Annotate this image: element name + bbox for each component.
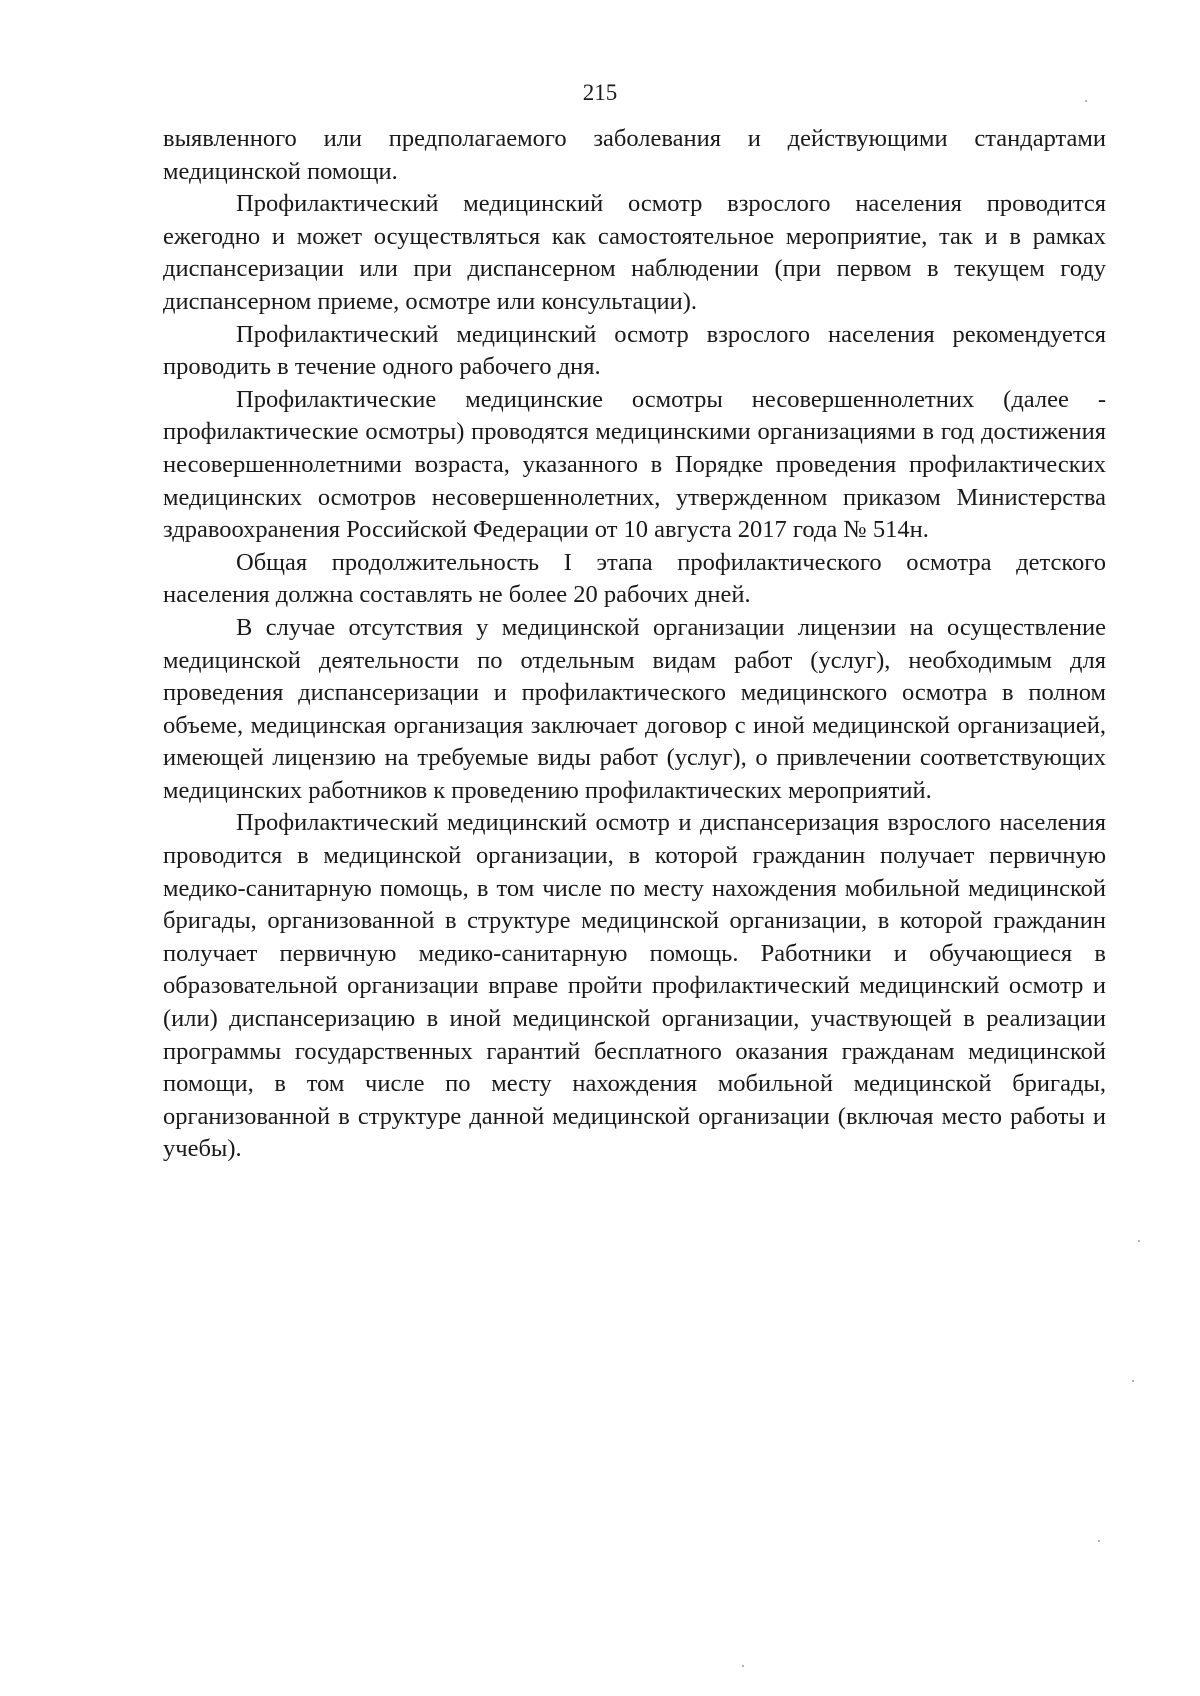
scan-speck (1098, 1540, 1100, 1542)
scan-speck (742, 1665, 744, 1667)
paragraph-checkup-location: Профилактический медицинский осмотр и диспансеризация взрослого населения проводится в медицинской организации, в которой гражданин получает первичную медико-санитарную помощь, в том числе по месту нахождения мобильной медицинской бригады, организованной в структуре медицинской организации, в которой гражданин получает первичную медико-санитарную помощь. Работники и обучающиеся в образовательной организации вправе пройти профилактический медицинский осмотр и (или) диспансеризацию в иной медицинской организации, участвующей в реализации программы государственных гарантий бесплатного оказания гражданам медицинской помощи, в том числе по месту нахождения мобильной медицинской бригады, организованной в структуре данной медицинской организации (включая место работы и учебы). (163, 809, 1106, 1163)
paragraph-minor-checkups: Профилактические медицинские осмотры несовершеннолетних (далее - профилактические осмотры) проводятся медицинскими организациями в год достижения несовершеннолетними возраста, указанного в Порядке проведения профилактических медицинских осмотров несовершеннолетних, утвержденном приказом Министерства здравоохранения Российской Федерации от 10 августа 2017 года № 514н. (163, 385, 1106, 544)
document-body (163, 123, 1106, 1166)
scan-speck (1085, 100, 1087, 102)
paragraph-continuation: выявленного или предполагаемого заболевания и действующими стандартами медицинской помощи. (163, 125, 1106, 185)
page-number: 215 (582, 80, 618, 105)
paragraph-adult-checkup-duration: Профилактический медицинский осмотр взрослого населения рекомендуется проводить в течение одного рабочего дня. (163, 320, 1106, 381)
paragraph-license-contract: В случае отсутствия у медицинской организации лицензии на осуществление медицинской деятельности по отдельным видам работ (услуг), необходимым для проведения диспансеризации и профилактического медицинского осмотра в полном объеме, медицинская организация заключает договор с иной медицинской организацией, имеющей лицензию на требуемые виды работ (услуг), о привлечении соответствующих медицинских работников к проведению профилактических мероприятий. (163, 613, 1106, 804)
scan-speck (1132, 1380, 1134, 1382)
paragraph-adult-checkup-frequency: Профилактический медицинский осмотр взрослого населения проводится ежегодно и может осуществляться как самостоятельное мероприятие, так и в рамках диспансеризации или при диспансерном наблюдении (при первом в текущем году диспансерном приеме, осмотре или консультации). (163, 190, 1106, 315)
paragraph-child-stage-duration: Общая продолжительность I этапа профилактического осмотра детского населения должна составлять не более 20 рабочих дней. (163, 548, 1106, 609)
scan-speck (1138, 1240, 1140, 1242)
